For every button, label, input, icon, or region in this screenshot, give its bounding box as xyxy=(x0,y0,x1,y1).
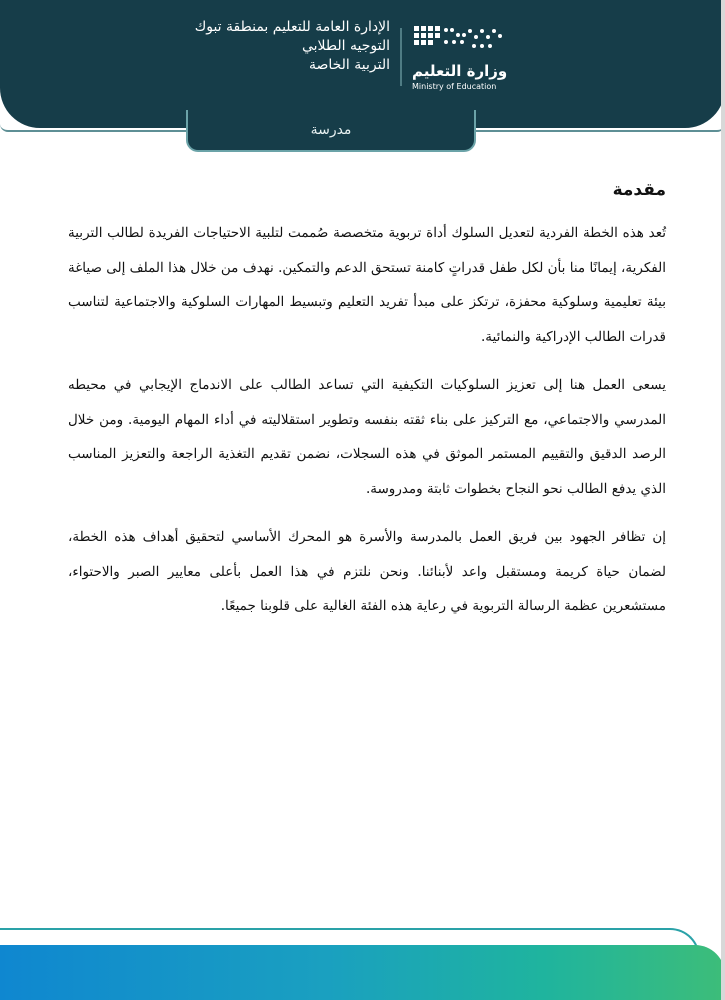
paragraph-3: إن تظافر الجهود بين فريق العمل بالمدرسة والأسرة هو المحرك الأساسي لتحقيق أهداف هذه الخطة، لضمان حياة كريمة ومستقبل واعد لأبنائنا. ونحن نلتزم في هذا العمل بأعلى معايير الصبر والاحتواء، مستشعرين عظمة الرسالة التربوية في رعاية هذه الفئة الغالية على قلوبنا جميعًا. xyxy=(68,529,666,614)
document-body xyxy=(68,180,666,638)
ministry-logo-icon xyxy=(412,22,512,58)
ministry-logo xyxy=(412,22,512,92)
page-edge xyxy=(721,0,725,1000)
section-heading: مقدمة xyxy=(612,180,666,200)
school-name-tab: مدرسة xyxy=(186,110,476,152)
header-divider xyxy=(400,28,402,86)
directorate-line-1: الإدارة العامة للتعليم بمنطقة تبوك xyxy=(194,19,390,35)
paragraph-2: يسعى العمل هنا إلى تعزيز السلوكيات التكيفية التي تساعد الطالب على الاندماج الإيجابي في محيطه المدرسي والاجتماعي، مع التركيز على بناء ثقته بنفسه وتطوير استقلاليته في أداء المهام اليومية. ومن خلال الرصد الدقيق والتقييم المستمر الموثق في هذه السجلات، نضمن تقديم التغذية الراجعة والتعزيز المناسب الذي يدفع الطالب نحو النجاح بخطوات ثابتة ومدروسة. xyxy=(68,377,666,497)
logo-english-text: Ministry of Education xyxy=(412,82,497,91)
directorate-line-3: التربية الخاصة xyxy=(308,57,390,73)
header-band xyxy=(0,0,725,128)
paragraph-1: تُعد هذه الخطة الفردية لتعديل السلوك أداة تربوية متخصصة صُممت لتلبية الاحتياجات الفريدة لطالب التربية الفكرية، إيمانًا منا بأن لكل طفل قدراتٍ كامنة تستحق الدعم والتمكين. نهدف من خلال هذا الملف إلى صياغة بيئة تعليمية وسلوكية محفزة، ترتكز على مبدأ تفريد التعليم وتبسيط المهارات السلوكية والاجتماعية لتناسب قدرات الطالب الإدراكية والنمائية. xyxy=(68,225,666,345)
directorate-line-2: التوجيه الطلابي xyxy=(301,38,390,54)
logo-arabic-text: وزارة التعليم xyxy=(412,62,508,80)
directorate-text xyxy=(195,18,390,75)
footer-band xyxy=(0,945,725,1000)
